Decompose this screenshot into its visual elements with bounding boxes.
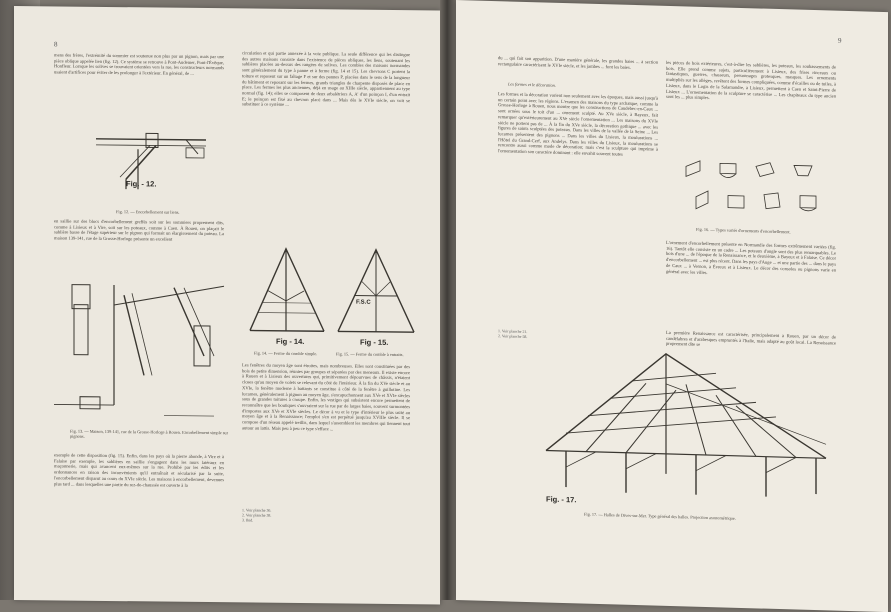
figure-13-caption: Fig. 13. — Maison, 139-141, rue de la Grosse-Horloge à Rouen. Encorbellement simple sur pignons. xyxy=(70,429,230,441)
section-heading: Les formes et le décoration. xyxy=(508,81,556,88)
figure-16-drawing xyxy=(682,156,832,226)
figure-17-drawing xyxy=(526,340,846,509)
footnote-2: 2. Voir planche 58. xyxy=(498,334,527,340)
figure-15-caption: Fig. 15. — Ferme du comble à entraits. xyxy=(336,351,404,357)
text-column-1-top: du ... qui fait son apparition. D'une manière générale, les grandes baies ... à section rectangulaire caractérisent le XVIe siècle, et les jambes ... font les baies. xyxy=(498,55,658,81)
text-column-2-bottom: La première Renaissance est caractérisée, principalement à Rouen, par un décor de candélabres et d'arabesques empruntés à l'Italie, mais adapté au goût local. La Renaissance proprement dite se xyxy=(666,330,836,363)
text-column-2-top: les pièces de bois extérieures, c'est-à-dire les sablières, les poteaux, les soubassements de bois. Elle prend comme sujets, particulièrement à Lisieux, des frises rinceaux ou fantastiques, guerres, chasseurs, personnages grotesques, masques. Les ornements multipliés sur les allèges, revêtent des formes compliquées, comme d'écailles ou de tuiles, à Lisieux, dans le Logis de la Salamandre, à Lisieux, permettent à Caen et Saint-Pierre de Lisieux ... L'ornementation de la sculpture se caractérise ... Les chapiteaux du type ancien sont les ... plus simples. xyxy=(666,60,836,157)
figure-17-label: Fig. - 17. xyxy=(546,495,576,505)
text-column-1-top: mens des frères, l'extrémité du sommier est soutenue non plus par un pignon, mais par une pièce oblique appelée lien (fig. 12). Ce système se retrouve à Pont-Audemer, Pont-l'Évêque, Honfleur. Lorsque les solives se trouvaient orientées vers la rue, les constructeurs normands usaient d'artifices pour éviter de les prolonger à l'extérieur. En général, de ... xyxy=(54,52,224,120)
footnote-2: 2. Voir planche 38. xyxy=(242,513,271,518)
figure-15-label: Fig - 15. xyxy=(360,338,388,347)
page-number: 9 xyxy=(838,37,842,45)
figure-14-caption: Fig. 14. — Ferme du comble simple. xyxy=(254,351,317,357)
footnote-3: 3. Ibid. xyxy=(242,518,253,523)
figure-13-drawing xyxy=(54,264,229,426)
footnote-1: 1. Voir planche 36. xyxy=(242,508,271,513)
figure-16-caption: Fig. 16. — Types variés d'ornements d'encorbellement. xyxy=(696,227,791,235)
right-page xyxy=(456,0,888,612)
text-column-1-end: exemple de cette disposition (fig. 15). Enfin, dans les pays où la pierre abonde, à Vire et à Falaise par exemple, les sablières en saillie s'engagent dans les murs latéraux en maçonnerie, mais qui avancent eux-mêmes sur la rue. Prohibé par les édits et les ordonnances en raison des inconvénients qu'il entraînait et sécularisé par la suite, l'encorbellement disparut au cours du XVIe siècle. Les maisons à encorbellement, devenues plus tard ... dans lesquelles une partie du rez-de-chaussée est ouverte à la xyxy=(54,452,224,550)
text-column-2-bottom: Les fenêtres du moyen âge sont étroites, mais nombreuses. Elles sont constituées par des bois de petite dimension, réunies par groupes et séparées par des meneaux. Il existe encore à Rouen et à Lisieux des ouvertures qui, primitivement dépourvues de châssis, n'étaient closes qu'au moyen de volets se relevant du côté de l'intérieur. À la fin du XVe siècle et au XVIe, la fenêtre moderne à battants se constitue à côté de la fenêtre à guillotine. Les lucarnes, généralement à pignon au moyen âge, s'encapuchonnent aux XVe et XVIe siècles sous de grandes toitures à croupe. Enfin, les vestiges qui subsistent encore permettent de reconnaître que les boutiques s'ouvraient sur la rue par de larges baies, souvent surmontées d'impostes aux XVe et XVIe siècles. Le décor à vu et le type d'intérieur le plus usité au moyen âge et à la Renaissance; l'emploi s'en est perpétué jusqu'au XVIIIe siècle. Il se compose d'un réseau appelé treillis, dans lequel s'assemblent les membres qui tiennent tout autour au lattis. Mais peu à peu ce type s'efface ... xyxy=(242,362,410,504)
footnote-1: 1. Voir planche 21. xyxy=(498,329,527,335)
figure-15-drawing xyxy=(334,241,416,342)
figure-15-inset-label: F.S.C xyxy=(356,300,371,306)
text-column-2-top: circulation et qui partie annexée à la voie publique. La seule différence qui les distingue des autres maisons consiste dans l'existence de pièces obliques, les liens, soutenant les sablières placées au-dessus des rangées de solives. Les combles des maisons normandes sont généralement du type à panne et à ferme (fig. 14 et 15). Les chevrons C portent la toiture et reposent sur un faîtage F et sur des pannes P, placées dans le sens de la longueur du bâtiment et reposant sur les fermes, grands triangles de charpente disposés de place en place. Les fermes les plus anciennes, déjà en usage au XIIIe siècle, appartiennent au type normal (fig. 14); elles se composent de deux arbalétriers A, A' d'un poinçon I, d'un entrait E; le poinçon est fixé au chevron placé dans ... Mais dès le XVIe siècle, on voit se substituer à ce système ... xyxy=(242,50,410,238)
figure-12-caption: Fig. 12. — Encorbellement sur liens. xyxy=(116,209,180,215)
figure-17-caption: Fig. 17. — Halles de Dives-sur-Mer. Type général des halles. Projection axonométrique. xyxy=(584,512,736,521)
figure-14-drawing xyxy=(246,240,328,341)
text-column-2-middle: L'ornement d'encorbellement présente en Normandie des formes extrêmement variées (fig. 16). Tantôt elle consiste en un cadre ... Les poteaux d'angle sont des plus remarquables. Le bois d'une ... de l'époque de la Renaissance, et le deuxième, à Bayeux et à Falaise. Ce décor d'encorbellement ... est plus récent. Dans les pays d'Auge ... et une partie des ... dans le pays de Caux ... à Vernon, à Évreux et à Lisieux. Le décor des consoles ou pignons varie en général avec les villes. xyxy=(666,240,836,331)
figure-14-label: Fig - 14. xyxy=(276,337,304,346)
text-column-1-body: Les formes et la décoration varient non seulement avec les époques, mais aussi jusqu'à un certain point avec les régions. L'examen des maisons du type archaïque, comme la Grosse-Horloge à Rouen, nous montre que les constructions de Caudebec-en-Caux ... sont ornées sous le toit d'un ... ornement sculpté. Au XVe siècle, à Bayeux, fait remarquer qu'extérieurement au XVe siècle l'ornementation ... Les maisons du XVIe siècle ne portent pas de ... À la fin du XVe siècle, la décoration gothique ... avec les figures de saints sculptées des poteaux. Dans les villes de la vallée de la Seine ... Les lucarnes présentent des pignons ... Dans les villes du Lisieux, la moulurations ... l'Hôtel du Grand-Cerf, aux Andelys. Dans les villes du Lisieux, la moulurations se rencontre aussi comme mode de décoration; mais c'est la sculpture qui imprime à l'ornementation son caractère dominant : elle envahit souvent toutes xyxy=(498,91,658,327)
page-number: 8 xyxy=(54,40,58,48)
book-spine xyxy=(440,0,456,600)
left-page xyxy=(14,6,440,604)
figure-12-label: Fig. - 12. xyxy=(126,179,156,188)
text-column-1-bottom: en saillie sur des blocs d'encorbellement greffés soit sur les sommiers proprement dits, comme à Lisieux et à Vire, soit sur les poteaux, comme à Caen. À Rouen, on plaçait le sablière basse de l'étage supérieur sur le pignon qui formait un élargissement du poteau. La maison 139-141, rue de la Grosse-Horloge présente un excellent xyxy=(54,218,224,256)
